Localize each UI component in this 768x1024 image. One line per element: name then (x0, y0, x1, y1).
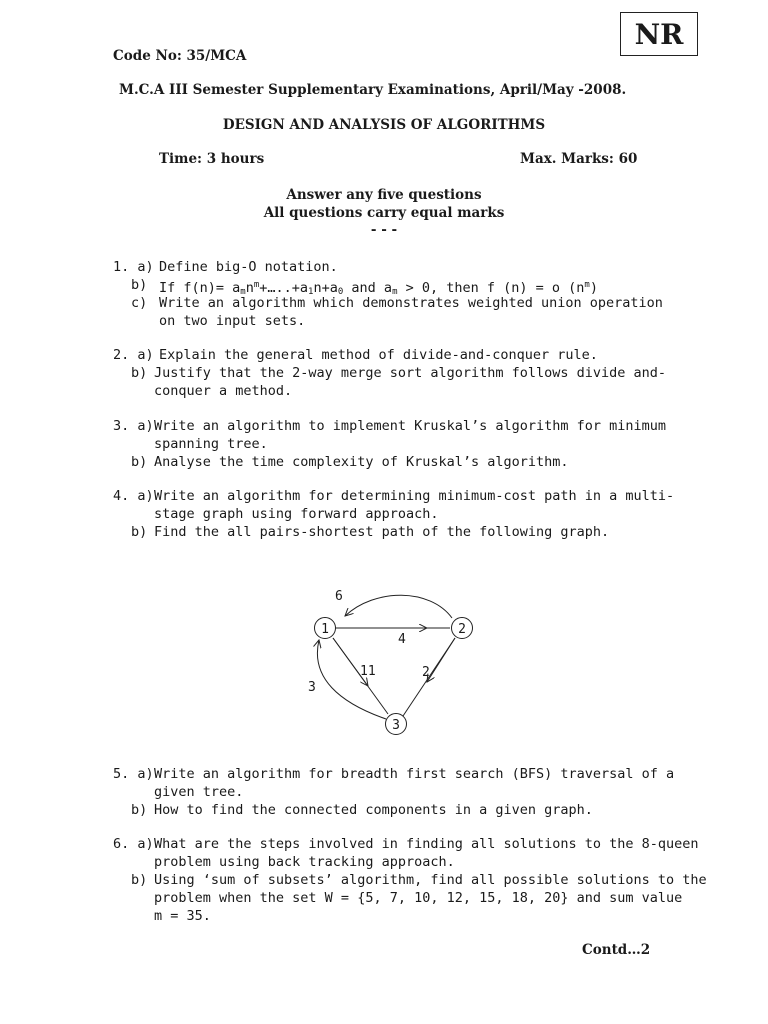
graph-edge-weight: 4 (398, 632, 406, 647)
graph-edge-3-1 (317, 640, 386, 719)
part-label: b) (131, 277, 148, 293)
question-5 (0, 765, 768, 819)
graph-edge-2-3-arrowhead (427, 638, 455, 682)
part-label: c) (131, 295, 148, 311)
question-text: on two input sets. (159, 313, 306, 329)
question-text: What are the steps involved in finding all solutions to the 8-queen (154, 836, 699, 852)
question-text: problem using back tracking approach. (154, 854, 455, 870)
part-label: b) (131, 802, 148, 818)
question-text: Explain the general method of divide-and-conquer rule. (159, 347, 598, 363)
question-2 (0, 346, 768, 400)
question-text: Using ‘sum of subsets’ algorithm, find all possible solutions to the (154, 872, 707, 888)
part-label: b) (131, 524, 148, 540)
exam-title: M.C.A III Semester Supplementary Examinations, April/May -2008. (119, 82, 627, 98)
question-number: 3. a) (113, 418, 154, 434)
continued-label: Contd…2 (582, 942, 651, 958)
max-marks-label: Max. Marks: 60 (520, 151, 638, 167)
question-number: 6. a) (113, 836, 154, 852)
question-1 (0, 258, 768, 330)
question-text: Write an algorithm for breadth first search (BFS) traversal of a (154, 766, 675, 782)
question-text-formula: If $f(n)= a_mn^m+\dots..+a_1n+a_0$ and $a_m > 0$, then f (n) = o $(n^m)$ (159, 280, 598, 297)
time-label: Time: 3 hours (159, 151, 265, 167)
part-label: b) (131, 454, 148, 470)
instruction-line-2: All questions carry equal marks (263, 205, 505, 221)
question-text: Write an algorithm to implement Kruskal’s algorithm for minimum (154, 418, 667, 434)
question-text: Define big-O notation. (159, 259, 338, 275)
question-text: given tree. (154, 784, 244, 800)
graph-edge-2-1 (345, 595, 452, 618)
graph-diagram (290, 578, 490, 748)
instruction-line-1: Answer any five questions (286, 187, 482, 203)
question-text: m = 35. (154, 908, 211, 924)
graph-edge-weight: 6 (335, 589, 343, 604)
graph-node-label: 1 (321, 622, 329, 637)
question-text: How to find the connected components in a given graph. (154, 802, 593, 818)
part-label: b) (131, 365, 148, 381)
question-number: 5. a) (113, 766, 154, 782)
question-number: 4. a) (113, 488, 154, 504)
question-text: Analyse the time complexity of Kruskal’s algorithm. (154, 454, 569, 470)
question-text: spanning tree. (154, 436, 268, 452)
question-text: Write an algorithm for determining minimum-cost path in a multi- (154, 488, 675, 504)
part-label: b) (131, 872, 148, 888)
question-text: stage graph using forward approach. (154, 506, 439, 522)
question-number: 1. a) (113, 259, 154, 275)
question-4 (0, 487, 768, 541)
nr-stamp: NR (620, 12, 698, 56)
graph-edge-weight: 2 (422, 665, 430, 680)
question-text: conquer a method. (154, 383, 293, 399)
graph-node-label: 2 (458, 622, 466, 637)
code-number: Code No: 35/MCA (113, 48, 247, 64)
question-6 (0, 835, 768, 925)
question-text: Find the all pairs-shortest path of the following graph. (154, 524, 610, 540)
question-3 (0, 417, 768, 471)
separator: - - - (370, 222, 398, 238)
question-text: Write an algorithm which demonstrates weighted union operation (159, 295, 663, 311)
question-text: Justify that the 2-way merge sort algorithm follows divide and- (154, 365, 667, 381)
graph-edge-weight: 3 (308, 680, 316, 695)
graph-edge-weight: 11 (360, 664, 376, 679)
question-number: 2. a) (113, 347, 154, 363)
question-text: problem when the set W = {5, 7, 10, 12, 15, 18, 20} and sum value (154, 890, 683, 906)
graph-node-label: 3 (392, 718, 400, 733)
subject-title: DESIGN AND ANALYSIS OF ALGORITHMS (222, 117, 546, 133)
